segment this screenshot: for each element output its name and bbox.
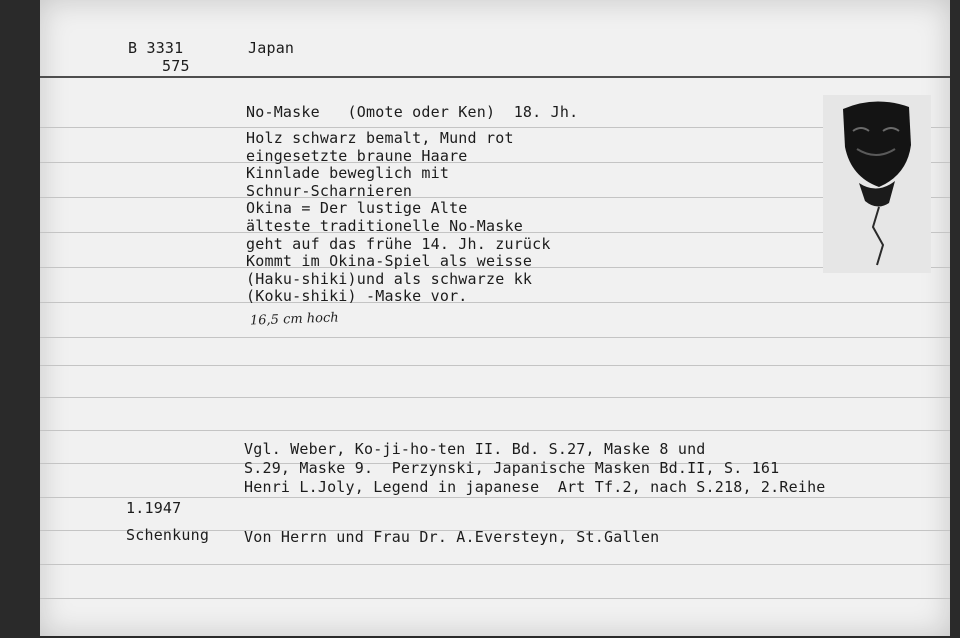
description-line: Kommt im Okina-Spiel als weisse [246,252,533,271]
ruled-line [40,302,950,303]
description-line: eingesetzte braune Haare [246,146,468,165]
ruled-line [40,598,950,599]
reference-line: Henri L.Joly, Legend in japanese Art Tf.2, nach S.218, 2.Reihe [244,478,826,496]
donor: Von Herrn und Frau Dr. A.Eversteyn, St.Gallen [244,528,660,546]
region: Japan [248,39,295,57]
description-line: Holz schwarz bemalt, Mund rot [246,129,514,147]
ruled-line [40,397,950,398]
ruled-line [40,430,950,431]
description-line: Schnur-Scharnieren [246,181,413,200]
ruled-line [40,197,950,198]
acquisition-date: 1.1947 [126,499,182,517]
acquisition-label: Schenkung [126,526,210,544]
description-line: Okina = Der lustige Alte [246,199,468,218]
description-line: (Koku-shiki) -Maske vor. [246,287,468,306]
ruled-line [40,564,950,565]
catalog-card [40,0,950,636]
reference-line: S.29, Maske 9. Perzynski, Japanische Masken Bd.II, S. 161 [244,459,780,477]
handwritten-size-note: 16,5 cm hoch [249,310,339,329]
inventory-number: B 3331 [128,39,184,57]
object-title: No-Maske (Omote oder Ken) 18. Jh. [246,103,579,121]
ruled-line [40,337,950,338]
header-rule [40,76,950,78]
reference-line: Vgl. Weber, Ko-ji-ho-ten II. Bd. S.27, Maske 8 und [244,440,706,458]
description-line: Kinnlade beweglich mit [246,164,450,183]
no-mask-image [823,95,931,273]
sub-number: 575 [162,57,190,75]
description-line: geht auf das frühe 14. Jh. zurück [246,234,551,253]
ruled-line [40,127,950,128]
mask-photo [823,95,931,273]
ruled-line [40,497,950,498]
description-line: (Haku-shiki)und als schwarze kk [246,269,533,288]
ruled-line [40,365,950,366]
ruled-line [40,162,950,163]
description-line: älteste traditionelle No-Maske [246,217,523,235]
